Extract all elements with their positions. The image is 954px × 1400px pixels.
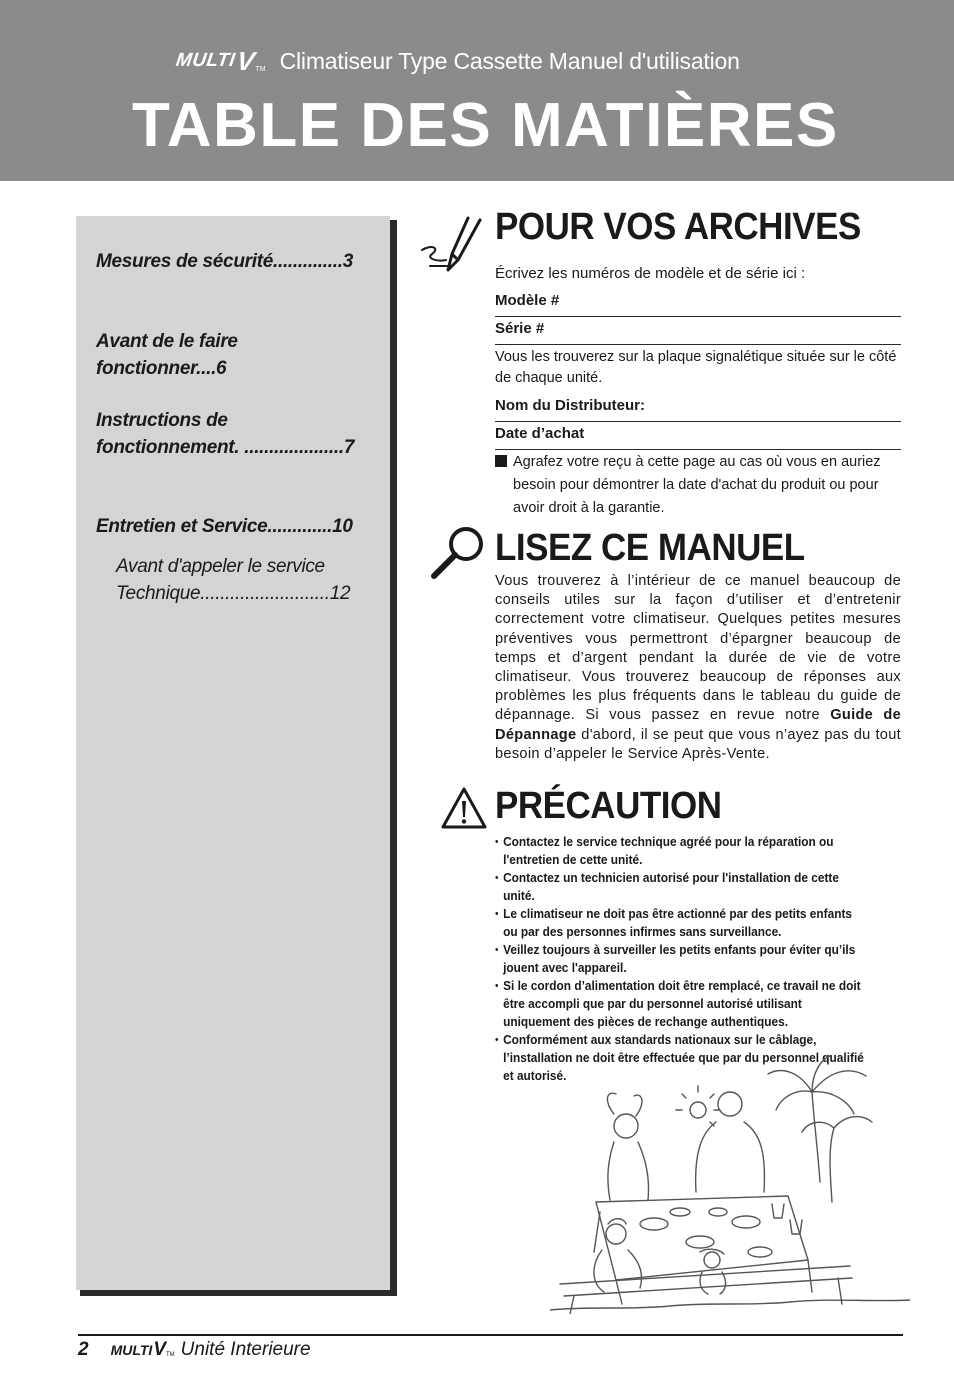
precaution-title: PRÉCAUTION xyxy=(495,785,722,827)
troubleshooting-guide-emphasis: Guide de Dépannage xyxy=(495,707,902,743)
footer-rule xyxy=(78,1334,903,1336)
plate-note: Vous les trouverez sur la plaque signalétique située sur le côté de chaque unité. xyxy=(495,349,897,386)
page-number: 2 xyxy=(78,1339,89,1360)
logo-multi: MULTI xyxy=(174,50,237,71)
family-picnic-illustration xyxy=(550,1052,910,1314)
precaution-list xyxy=(495,833,864,1085)
toc-entry-maintenance[interactable]: Entretien et Service.............10 xyxy=(96,516,353,537)
square-bullet-icon xyxy=(495,455,507,467)
multi-v-logo xyxy=(176,46,266,77)
manual-body-text: d'abord, il se peut que vous n’ayez pas du tout besoin d’appeler le Service Après-Vente. xyxy=(495,726,901,762)
footer-logo-v: V xyxy=(153,1339,166,1360)
manual-title: LISEZ CE MANUEL xyxy=(495,527,805,569)
toc-entry-before-operation[interactable]: Avant de le faire fonctionner....6 xyxy=(96,331,238,379)
precaution-item: • Veillez toujours à surveiller les petits enfants pour éviter qu’ils jouent avec l'appareil. xyxy=(495,941,864,977)
precaution-item: • Contactez le service technique agréé pour la réparation ou l'entretien de cette unité. xyxy=(495,833,864,869)
precaution-item: • Si le cordon d’alimentation doit être remplacé, ce travail ne doit être accompli que par du personnel autorisé utilisant uniquement des pièces de rechange authentiques. xyxy=(495,977,864,1031)
footer-logo-multi: MULTI xyxy=(110,1342,153,1358)
toc-entry-safety[interactable]: Mesures de sécurité..............3 xyxy=(96,251,353,272)
manual-body xyxy=(495,572,901,764)
footer-logo-tm: TM xyxy=(166,1352,175,1358)
toc-sub-line: Avant d'appeler le service xyxy=(116,556,325,577)
toc-entry-operating-instructions[interactable] xyxy=(96,407,372,461)
brand-line xyxy=(176,46,740,76)
page-title: TABLE DES MATIÈRES xyxy=(132,91,839,160)
precaution-item: • Le climatiseur ne doit pas être actionné par des petits enfants ou par des personnes infirmes sans surveillance. xyxy=(495,905,864,941)
warning-triangle-icon xyxy=(440,786,488,830)
precaution-item: • Contactez un technicien autorisé pour l'installation de cette unité. xyxy=(495,869,864,905)
toc-panel xyxy=(76,216,390,1290)
purchase-date-field[interactable]: Date d’achat xyxy=(495,424,901,450)
document-subtitle: Climatiseur Type Cassette Manuel d'utilisation xyxy=(279,47,740,74)
footer xyxy=(78,1338,311,1362)
toc-sub-line: Technique..........................12 xyxy=(116,583,351,604)
model-number-field[interactable]: Modèle # xyxy=(495,291,901,317)
pen-icon xyxy=(418,210,490,274)
manual-body-text: Vous trouverez à l’intérieur de ce manuel beaucoup de conseils utiles sur la façon d’utiliser et d’entretenir correctement votre climatiseur. Quelques petites mesures préventives vous permettront d’épargner beaucoup de temps et d’argent pendant la durée de vie de votre climatiseur. Vous trouverez beaucoup de réponses aux problèmes les plus fréquents dans le tableau du guide de dépannage. Si vous passez en revue notre xyxy=(495,573,901,724)
staple-receipt-note xyxy=(495,451,901,520)
toc-subentry-troubleshooting[interactable] xyxy=(116,553,372,607)
toc-entry-line: Instructions de xyxy=(96,410,228,431)
dealer-name-field[interactable]: Nom du Distributeur: xyxy=(495,396,901,422)
header-band xyxy=(0,0,954,181)
precaution-item: • Conformément aux standards nationaux sur le câblage, l’installation ne doit être effectuée que par du personnel qualifié et autorisé. xyxy=(495,1031,864,1085)
archives-title: POUR VOS ARCHIVES xyxy=(495,206,861,248)
serial-number-field[interactable]: Série # xyxy=(495,319,901,345)
magnifier-icon xyxy=(428,524,490,582)
toc-entry-line: fonctionnement. ....................7 xyxy=(96,437,355,458)
staple-note-first: Agrafez votre reçu à cette page au cas où vous en auriez xyxy=(513,454,881,470)
archives-intro: Écrivez les numéros de modèle et de série ici : xyxy=(495,265,806,282)
logo-tm: TM xyxy=(255,65,266,73)
logo-v: V xyxy=(235,45,257,76)
footer-unit-label: Unité Interieure xyxy=(180,1339,311,1360)
staple-note-rest: besoin pour démontrer la date d'achat du produit ou pour avoir droit à la garantie. xyxy=(513,477,879,516)
footer-multi-v-logo xyxy=(111,1339,175,1361)
